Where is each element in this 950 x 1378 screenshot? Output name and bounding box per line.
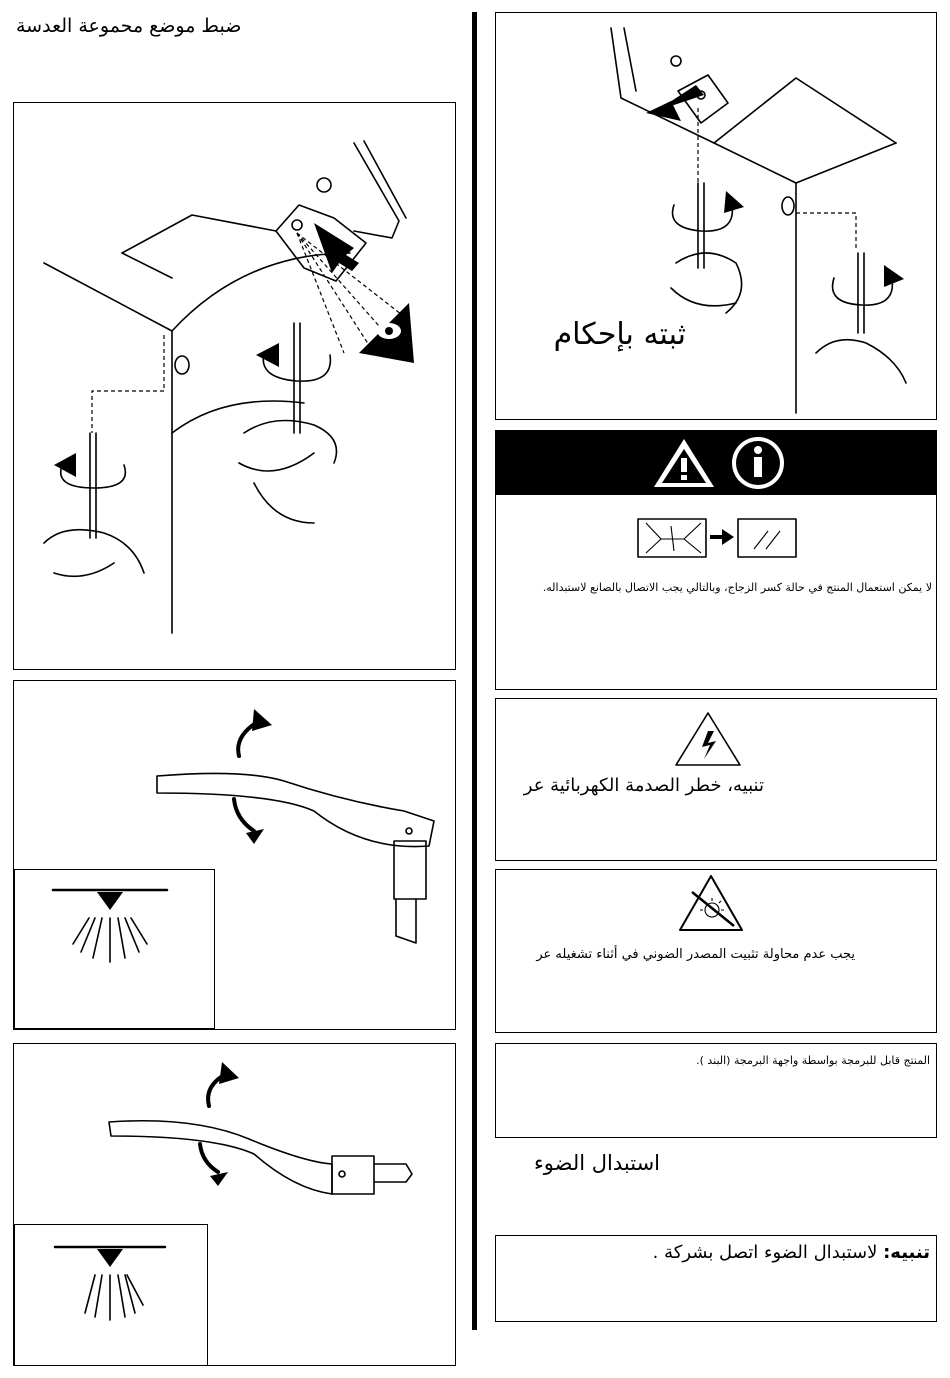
notice-programmable [495,1043,937,1138]
figure-tighten [495,12,937,420]
notice-lightsource-text: يجب عدم محاولة تثبيت المصدر الضوني في أثناء تشغيله عر [536,947,855,962]
tighten-drawing [496,13,938,421]
notice-electric-text: تنبيه، خطر الصدمة الكهربائية عر [523,775,764,796]
spotlight-inset-2 [14,1224,208,1366]
page-heading: ضبط موضع محموعة العدسة [16,15,242,37]
glass-pane-icon [738,519,796,557]
figure-tilt-up [13,680,456,1030]
warning-triangle-icon [654,439,714,487]
notice-glass-text: لا يمكن استعمال المنتج في حالة كسر الزجاج، وبالتالي يجب الاتصال بالصانع لاستبداله. [542,581,932,594]
replace-arrow-icon [710,529,734,545]
caution-text: لاستبدال الضوء اتصل بشركة . [652,1242,884,1263]
light-beam-icon [15,1225,209,1367]
caution-box [495,1235,937,1322]
notice-electric [495,698,937,861]
light-beam-icon [15,870,216,1030]
broken-glass-icon [638,519,706,557]
tighten-label: ثبته بإحكام [553,317,686,352]
spotlight-inset [14,869,215,1029]
caution-label: تنبيه: [883,1242,930,1263]
lens-adjust-drawing [14,103,457,671]
section-heading: استبدال الضوء [533,1151,660,1175]
notice-lightsource [495,869,937,1033]
caution-line [502,1240,930,1266]
notice-icons [496,431,938,691]
info-icon [732,437,784,489]
figure-lens-adjust [13,102,456,670]
notice-glass [495,430,937,690]
figure-tilt-side [13,1043,456,1366]
column-divider [472,12,477,1330]
notice-programmable-text: المنتج قابل للبرمجة بواسطة واجهة البرمجة (البند ). [696,1054,930,1067]
